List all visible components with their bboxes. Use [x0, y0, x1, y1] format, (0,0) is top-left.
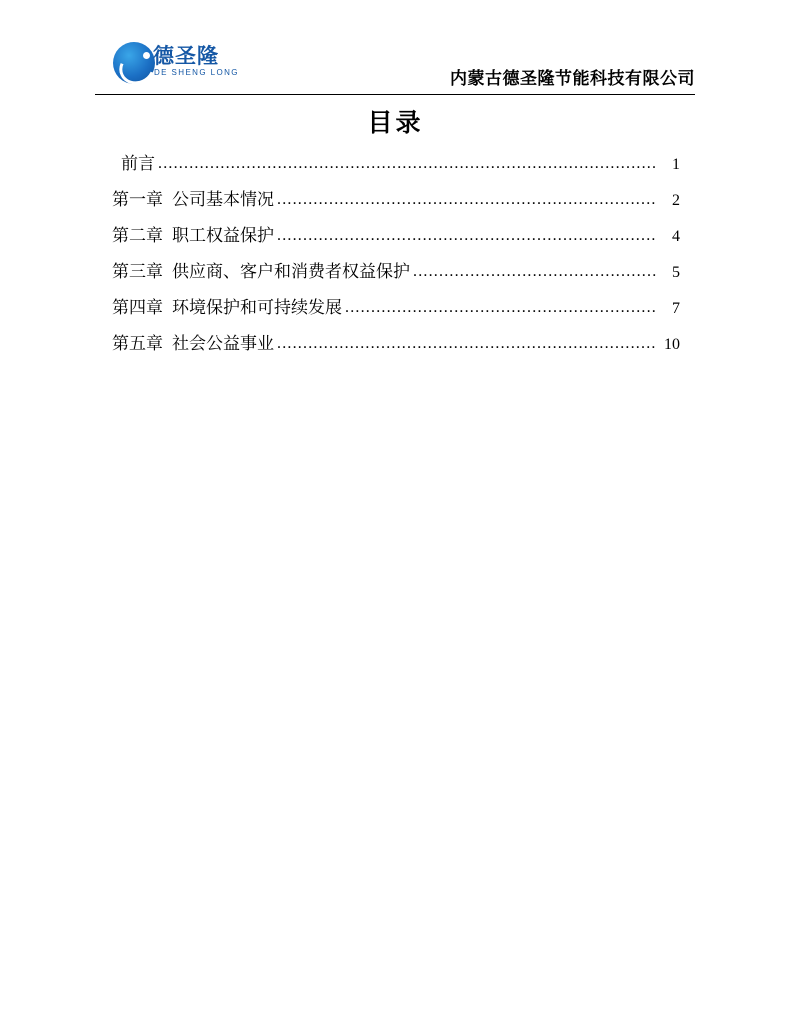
- toc-entry-title: 社会公益事业: [172, 334, 274, 353]
- toc-page-number: 1: [672, 156, 680, 173]
- toc-entry[interactable]: [112, 182, 680, 218]
- company-logo: [113, 38, 245, 88]
- toc-leader-dots: [277, 334, 656, 351]
- toc-entry-title: 职工权益保护: [172, 226, 274, 245]
- toc-entry-title: 供应商、客户和消费者权益保护: [172, 262, 410, 281]
- toc-entry-label: [112, 326, 277, 361]
- toc-page-number: 5: [672, 264, 680, 281]
- toc-entry[interactable]: [112, 218, 680, 254]
- toc-entry-number: [112, 154, 121, 173]
- toc-entry[interactable]: [112, 254, 680, 290]
- toc-entry-label: [112, 218, 277, 253]
- toc-entry[interactable]: [112, 290, 680, 326]
- logo-chinese-text: 德圣隆: [153, 44, 219, 68]
- toc-entry-title: 环境保护和可持续发展: [172, 298, 342, 317]
- toc-entry-label: [112, 290, 345, 325]
- toc-entry[interactable]: [112, 146, 680, 182]
- toc-entry-number: 第五章: [112, 334, 163, 353]
- company-name: 内蒙古德圣隆节能科技有限公司: [450, 69, 695, 88]
- page-title: 目录: [367, 110, 424, 137]
- logo-english-text: DE SHENG LONG: [154, 68, 239, 77]
- toc-entry[interactable]: [112, 326, 680, 362]
- toc-leader-dots: [277, 226, 656, 243]
- toc-leader-dots: [413, 262, 656, 279]
- page-header: [95, 38, 695, 96]
- toc-page-number: 7: [672, 300, 680, 317]
- table-of-contents: [112, 146, 680, 362]
- toc-page-number: 4: [672, 228, 680, 245]
- logo-emblem-icon: [113, 42, 155, 84]
- toc-page-number: 10: [664, 336, 680, 353]
- toc-page-number: 2: [672, 192, 680, 209]
- toc-entry-title: 公司基本情况: [172, 190, 274, 209]
- toc-leader-dots: [158, 154, 656, 171]
- header-divider: [95, 94, 695, 95]
- toc-entry-label: [112, 146, 158, 181]
- toc-entry-number: 第二章: [112, 226, 163, 245]
- toc-entry-title: 前言: [121, 154, 155, 173]
- toc-leader-dots: [277, 190, 656, 207]
- logo-dot-icon: [143, 52, 150, 59]
- toc-leader-dots: [345, 298, 656, 315]
- toc-entry-label: [112, 254, 413, 289]
- toc-entry-number: 第三章: [112, 262, 163, 281]
- toc-entry-number: 第一章: [112, 190, 163, 209]
- toc-entry-label: [112, 182, 277, 217]
- toc-entry-number: 第四章: [112, 298, 163, 317]
